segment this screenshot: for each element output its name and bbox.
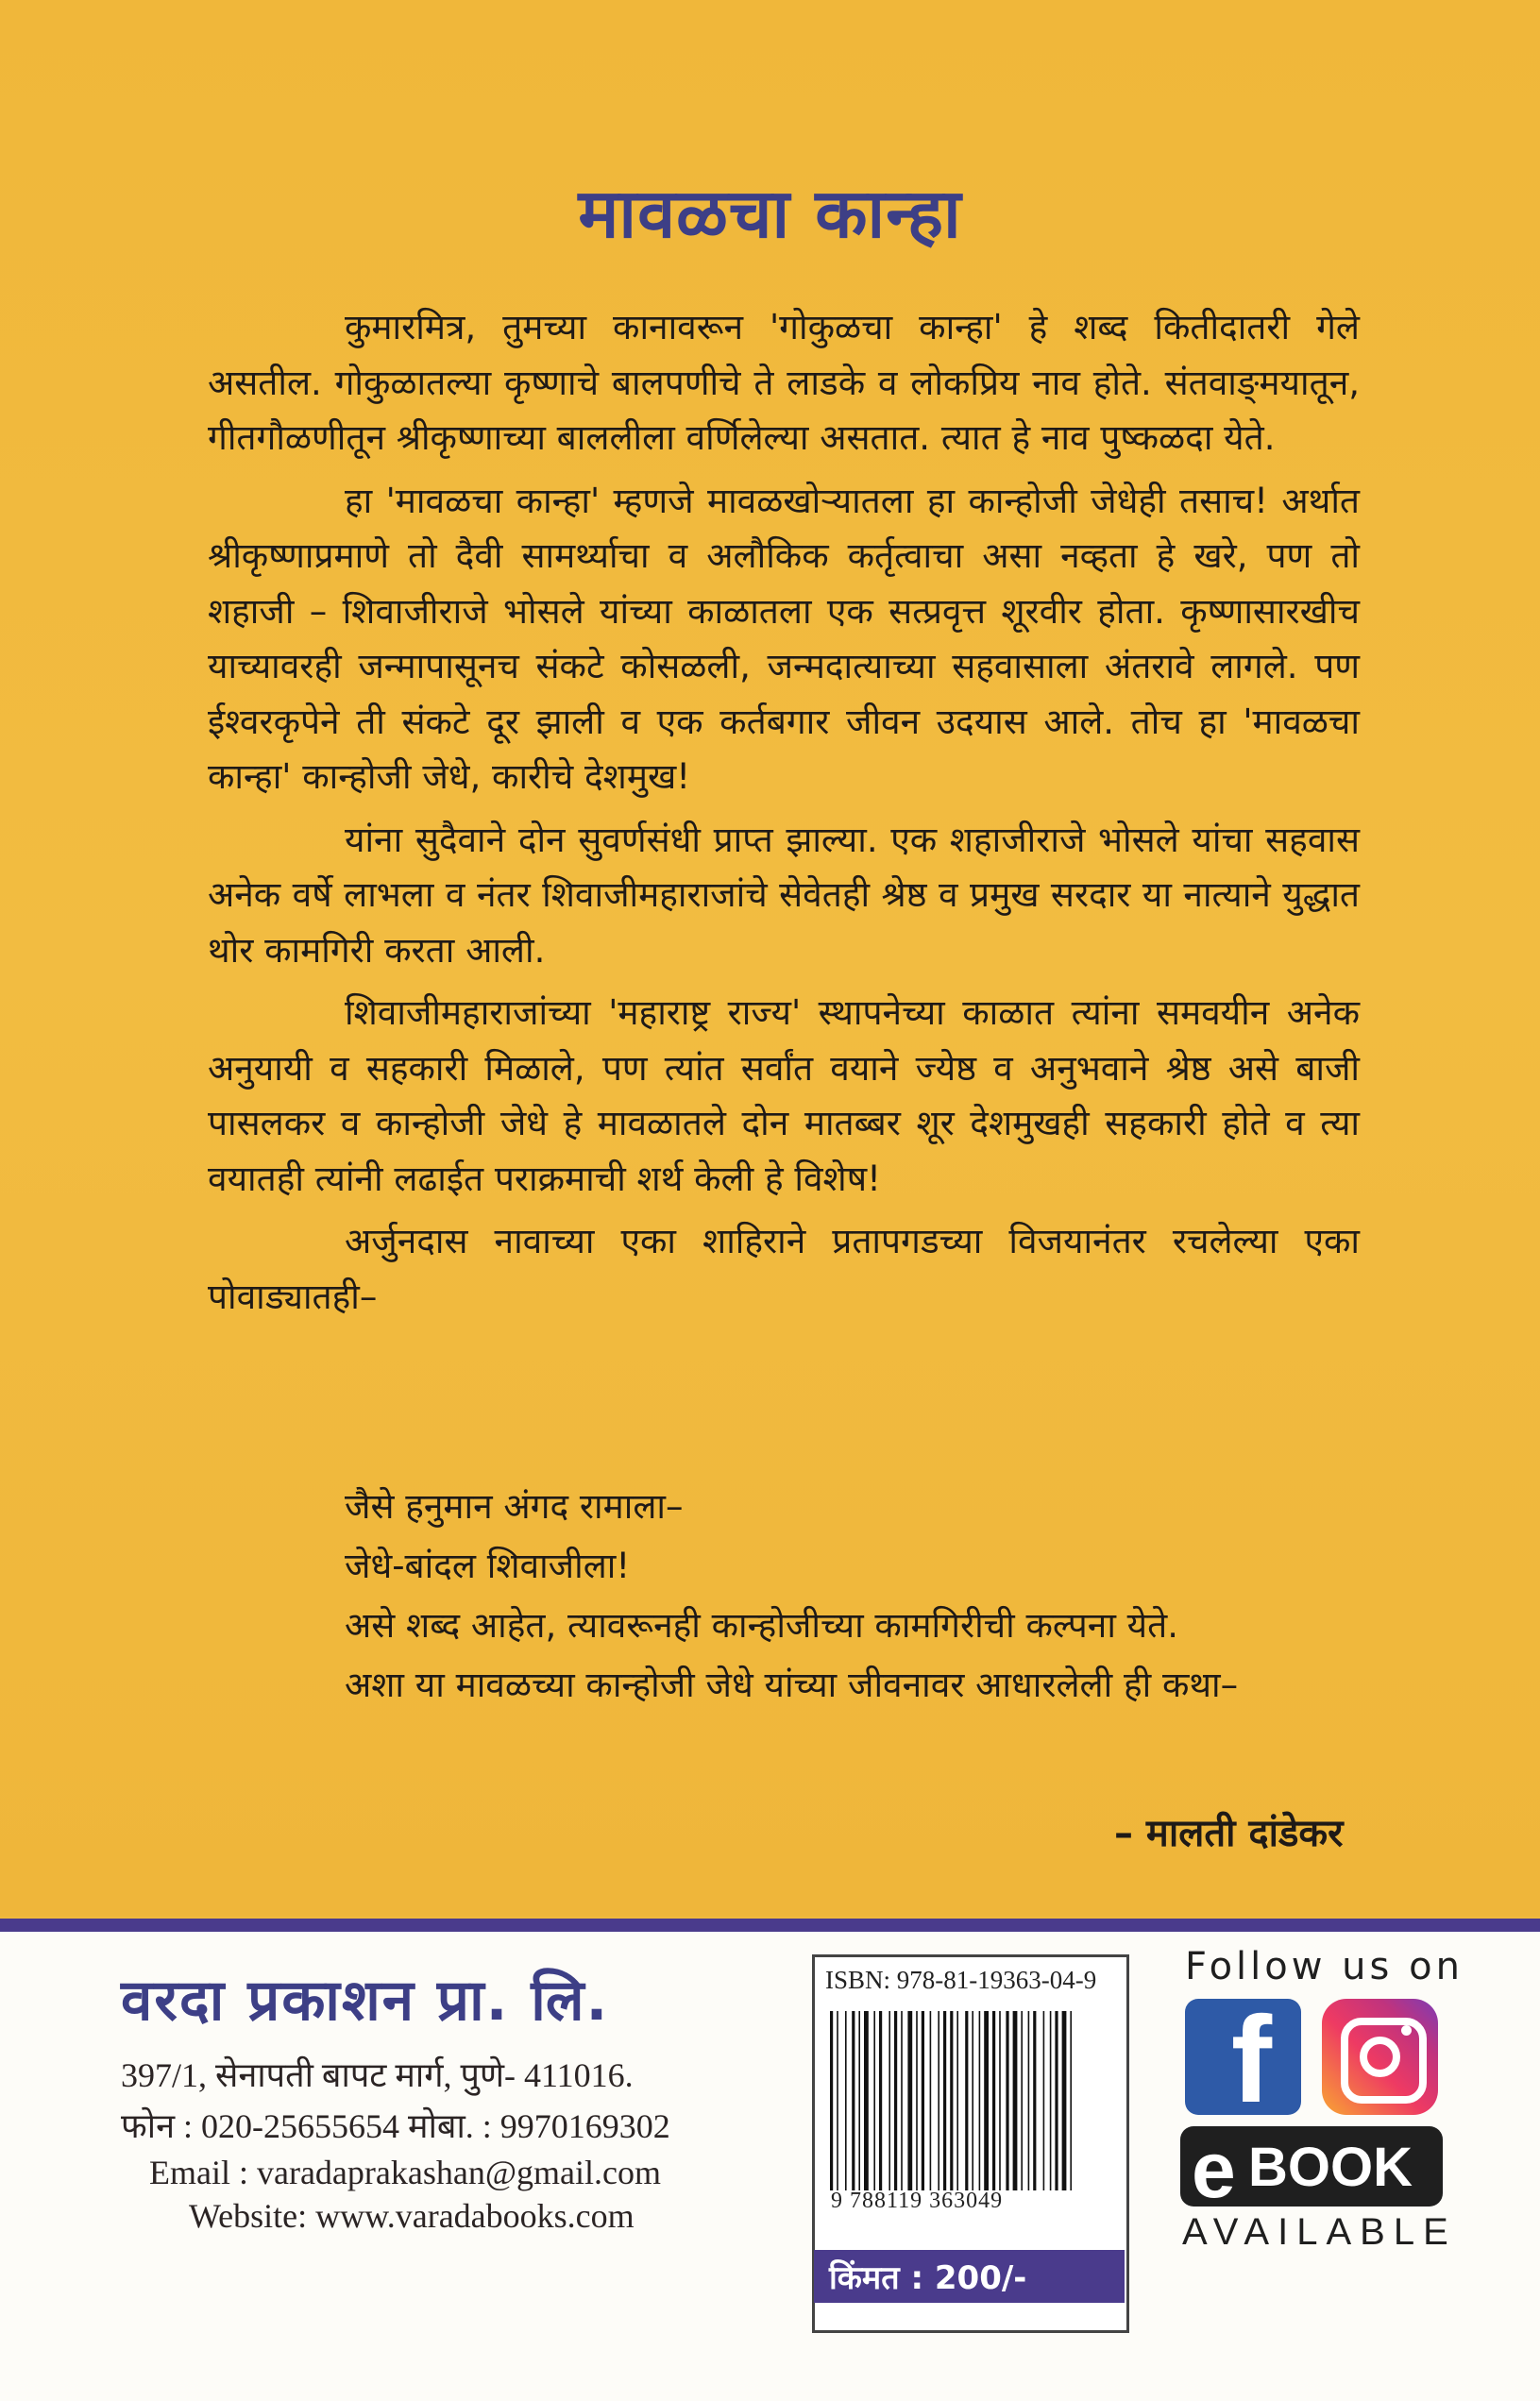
divider-stripe bbox=[0, 1919, 1540, 1932]
poem-line: अशा या मावळच्या कान्होजी जेधे यांच्या जीवनावर आधारलेली ही कथा– bbox=[345, 1665, 1239, 1705]
blurb-paragraph: अर्जुनदास नावाच्या एका शाहिराने प्रतापगडच्या विजयानंतर रचलेल्या एका पोवाड्यातही– bbox=[208, 1221, 1360, 1317]
poem-line: जैसे हनुमान अंगद रामाला– bbox=[345, 1486, 684, 1527]
barcode-bar bbox=[879, 2011, 882, 2190]
publisher-address: 397/1, सेनापती बापट मार्ग, पुणे- 411016. bbox=[121, 2056, 634, 2094]
barcode-bar bbox=[930, 2011, 932, 2190]
ebook-e-logo: e bbox=[1192, 2125, 1236, 2214]
barcode-bar bbox=[907, 2011, 912, 2190]
publisher-phone: फोन : 020-25655654 मोबा. : 9970169302 bbox=[121, 2107, 670, 2145]
barcode-bar bbox=[864, 2011, 869, 2190]
barcode-bar bbox=[1006, 2011, 1008, 2190]
barcode-bar bbox=[1013, 2011, 1018, 2190]
barcode-bar bbox=[1043, 2011, 1045, 2190]
price-label: किंमत : 200/- bbox=[829, 2259, 1027, 2297]
facebook-letter: f bbox=[1230, 1999, 1273, 2115]
author-signature: – मालती दांडेकर bbox=[1114, 1812, 1344, 1855]
blurb-paragraph: शिवाजीमहाराजांच्या 'महाराष्ट्र राज्य' स्थापनेच्या काळात त्यांना समवयीन अनेक अनुयायी व सहकारी मिळाले, पण त्यांत सर्वांत वयाने ज्येष्ठ व अनुभवाने श्रेष्ठ असे बाजी पासलकर व कान्होजी जेधे हे मावळातले दोन मातब्बर शूर देशमुखही सहकारी होते व त्या वयातही त्यांनी लढाईत पराक्रमाची शर्थ केली हे विशेष! bbox=[208, 992, 1360, 1199]
barcode-bar bbox=[992, 2011, 995, 2190]
barcode-bar bbox=[1055, 2011, 1058, 2190]
barcode-bar bbox=[1028, 2011, 1030, 2190]
instagram-icon[interactable] bbox=[1322, 1999, 1438, 2115]
blurb-paragraph: कुमारमित्र, तुमच्या कानावरून 'गोकुळचा कान्हा' हे शब्द कितीदातरी गेले असतील. गोकुळातल्या कृष्णाचे बालपणीचे ते लाडके व लोकप्रिय नाव होते. संतवाङ्‌मयातून, गीतगौळणीतून श्रीकृष्णाच्या बाललीला वर्णिलेल्या असतात. त्यात हे नाव पुष्कळदा येते. bbox=[208, 307, 1360, 458]
facebook-icon[interactable] bbox=[1185, 1999, 1301, 2115]
barcode-bar bbox=[837, 2011, 838, 2190]
barcode-bar bbox=[999, 2011, 1001, 2190]
barcode-bar bbox=[972, 2011, 973, 2190]
barcode-bar bbox=[901, 2011, 903, 2190]
blurb-paragraph: हा 'मावळचा कान्हा' म्हणजे मावळखोऱ्यातला हा कान्होजी जेधेही तसाच! अर्थात श्रीकृष्णाप्रमाणे तो दैवी सामर्थ्याचा व अलौकिक कर्तृत्वाचा असा नव्हता हे खरे, पण तो शहाजी – शिवाजीराजे भोसले यांच्या काळातला एक सत्प्रवृत्त शूरवीर होता. कृष्णासारखीच याच्यावरही जन्मापासूनच संकटे कोसळली, जन्मदात्याच्या सहवासाला अंतरावे लागले. पण ईश्वरकृपेने ती संकटे दूर झाली व एक कर्तबगार जीवन उदयास आले. तोच हा 'मावळचा कान्हा' कान्होजी जेधे, कारीचे देशमुख! bbox=[208, 480, 1360, 797]
publisher-website: Website: www.varadabooks.com bbox=[189, 2197, 635, 2235]
barcode-bar bbox=[830, 2011, 833, 2190]
blurb-text bbox=[208, 300, 1360, 1332]
barcode-bar bbox=[1070, 2011, 1072, 2190]
available-label: AVAILABLE bbox=[1182, 2211, 1457, 2253]
barcode-bar bbox=[858, 2011, 860, 2190]
barcode-bar bbox=[916, 2011, 918, 2190]
ebook-label: BOOK bbox=[1248, 2137, 1413, 2198]
instagram-dot bbox=[1401, 2025, 1412, 2036]
barcode-bar bbox=[984, 2011, 989, 2190]
barcode bbox=[826, 2011, 1109, 2195]
blurb-paragraph: यांना सुदैवाने दोन सुवर्णसंधी प्राप्त झाल्या. एक शहाजीराजे भोसले यांचा सहवास अनेक वर्षे लाभला व नंतर शिवाजीमहाराजांचे सेवेतही श्रेष्ठ व प्रमुख सरदार या नात्याने युद्धात थोर कामगिरी करता आली. bbox=[208, 819, 1360, 971]
barcode-bar bbox=[938, 2011, 939, 2190]
barcode-bar bbox=[894, 2011, 897, 2190]
barcode-bar bbox=[873, 2011, 875, 2190]
barcode-bar bbox=[979, 2011, 981, 2190]
publisher-email: Email : varadaprakashan@gmail.com bbox=[149, 2154, 661, 2191]
poem-line: असे शब्द आहेत, त्यावरूनही कान्होजीच्या कामगिरीची कल्पना येते. bbox=[345, 1605, 1178, 1646]
barcode-bar bbox=[1062, 2011, 1067, 2190]
poem-line: जेधे-बांदल शिवाजीला! bbox=[345, 1546, 631, 1586]
barcode-bar bbox=[888, 2011, 890, 2190]
barcode-bar bbox=[1050, 2011, 1052, 2190]
barcode-bar bbox=[922, 2011, 924, 2190]
book-title: मावळचा कान्हा bbox=[578, 174, 962, 253]
barcode-bar bbox=[1021, 2011, 1023, 2190]
barcode-bar bbox=[965, 2011, 968, 2190]
follow-us-label: Follow us on bbox=[1185, 1945, 1464, 1988]
isbn-label: ISBN: 978-81-19363-04-9 bbox=[825, 1966, 1097, 1994]
barcode-bar bbox=[950, 2011, 953, 2190]
instagram-lens bbox=[1360, 2037, 1400, 2077]
barcode-number: 9 788119 363049 bbox=[831, 2189, 1004, 2213]
barcode-bar bbox=[1033, 2011, 1036, 2190]
publisher-name: वरदा प्रकाशन प्रा. लि. bbox=[121, 1968, 610, 2034]
barcode-bar bbox=[943, 2011, 946, 2190]
barcode-bar bbox=[956, 2011, 958, 2190]
barcode-bar bbox=[852, 2011, 855, 2190]
barcode-bar bbox=[845, 2011, 847, 2190]
